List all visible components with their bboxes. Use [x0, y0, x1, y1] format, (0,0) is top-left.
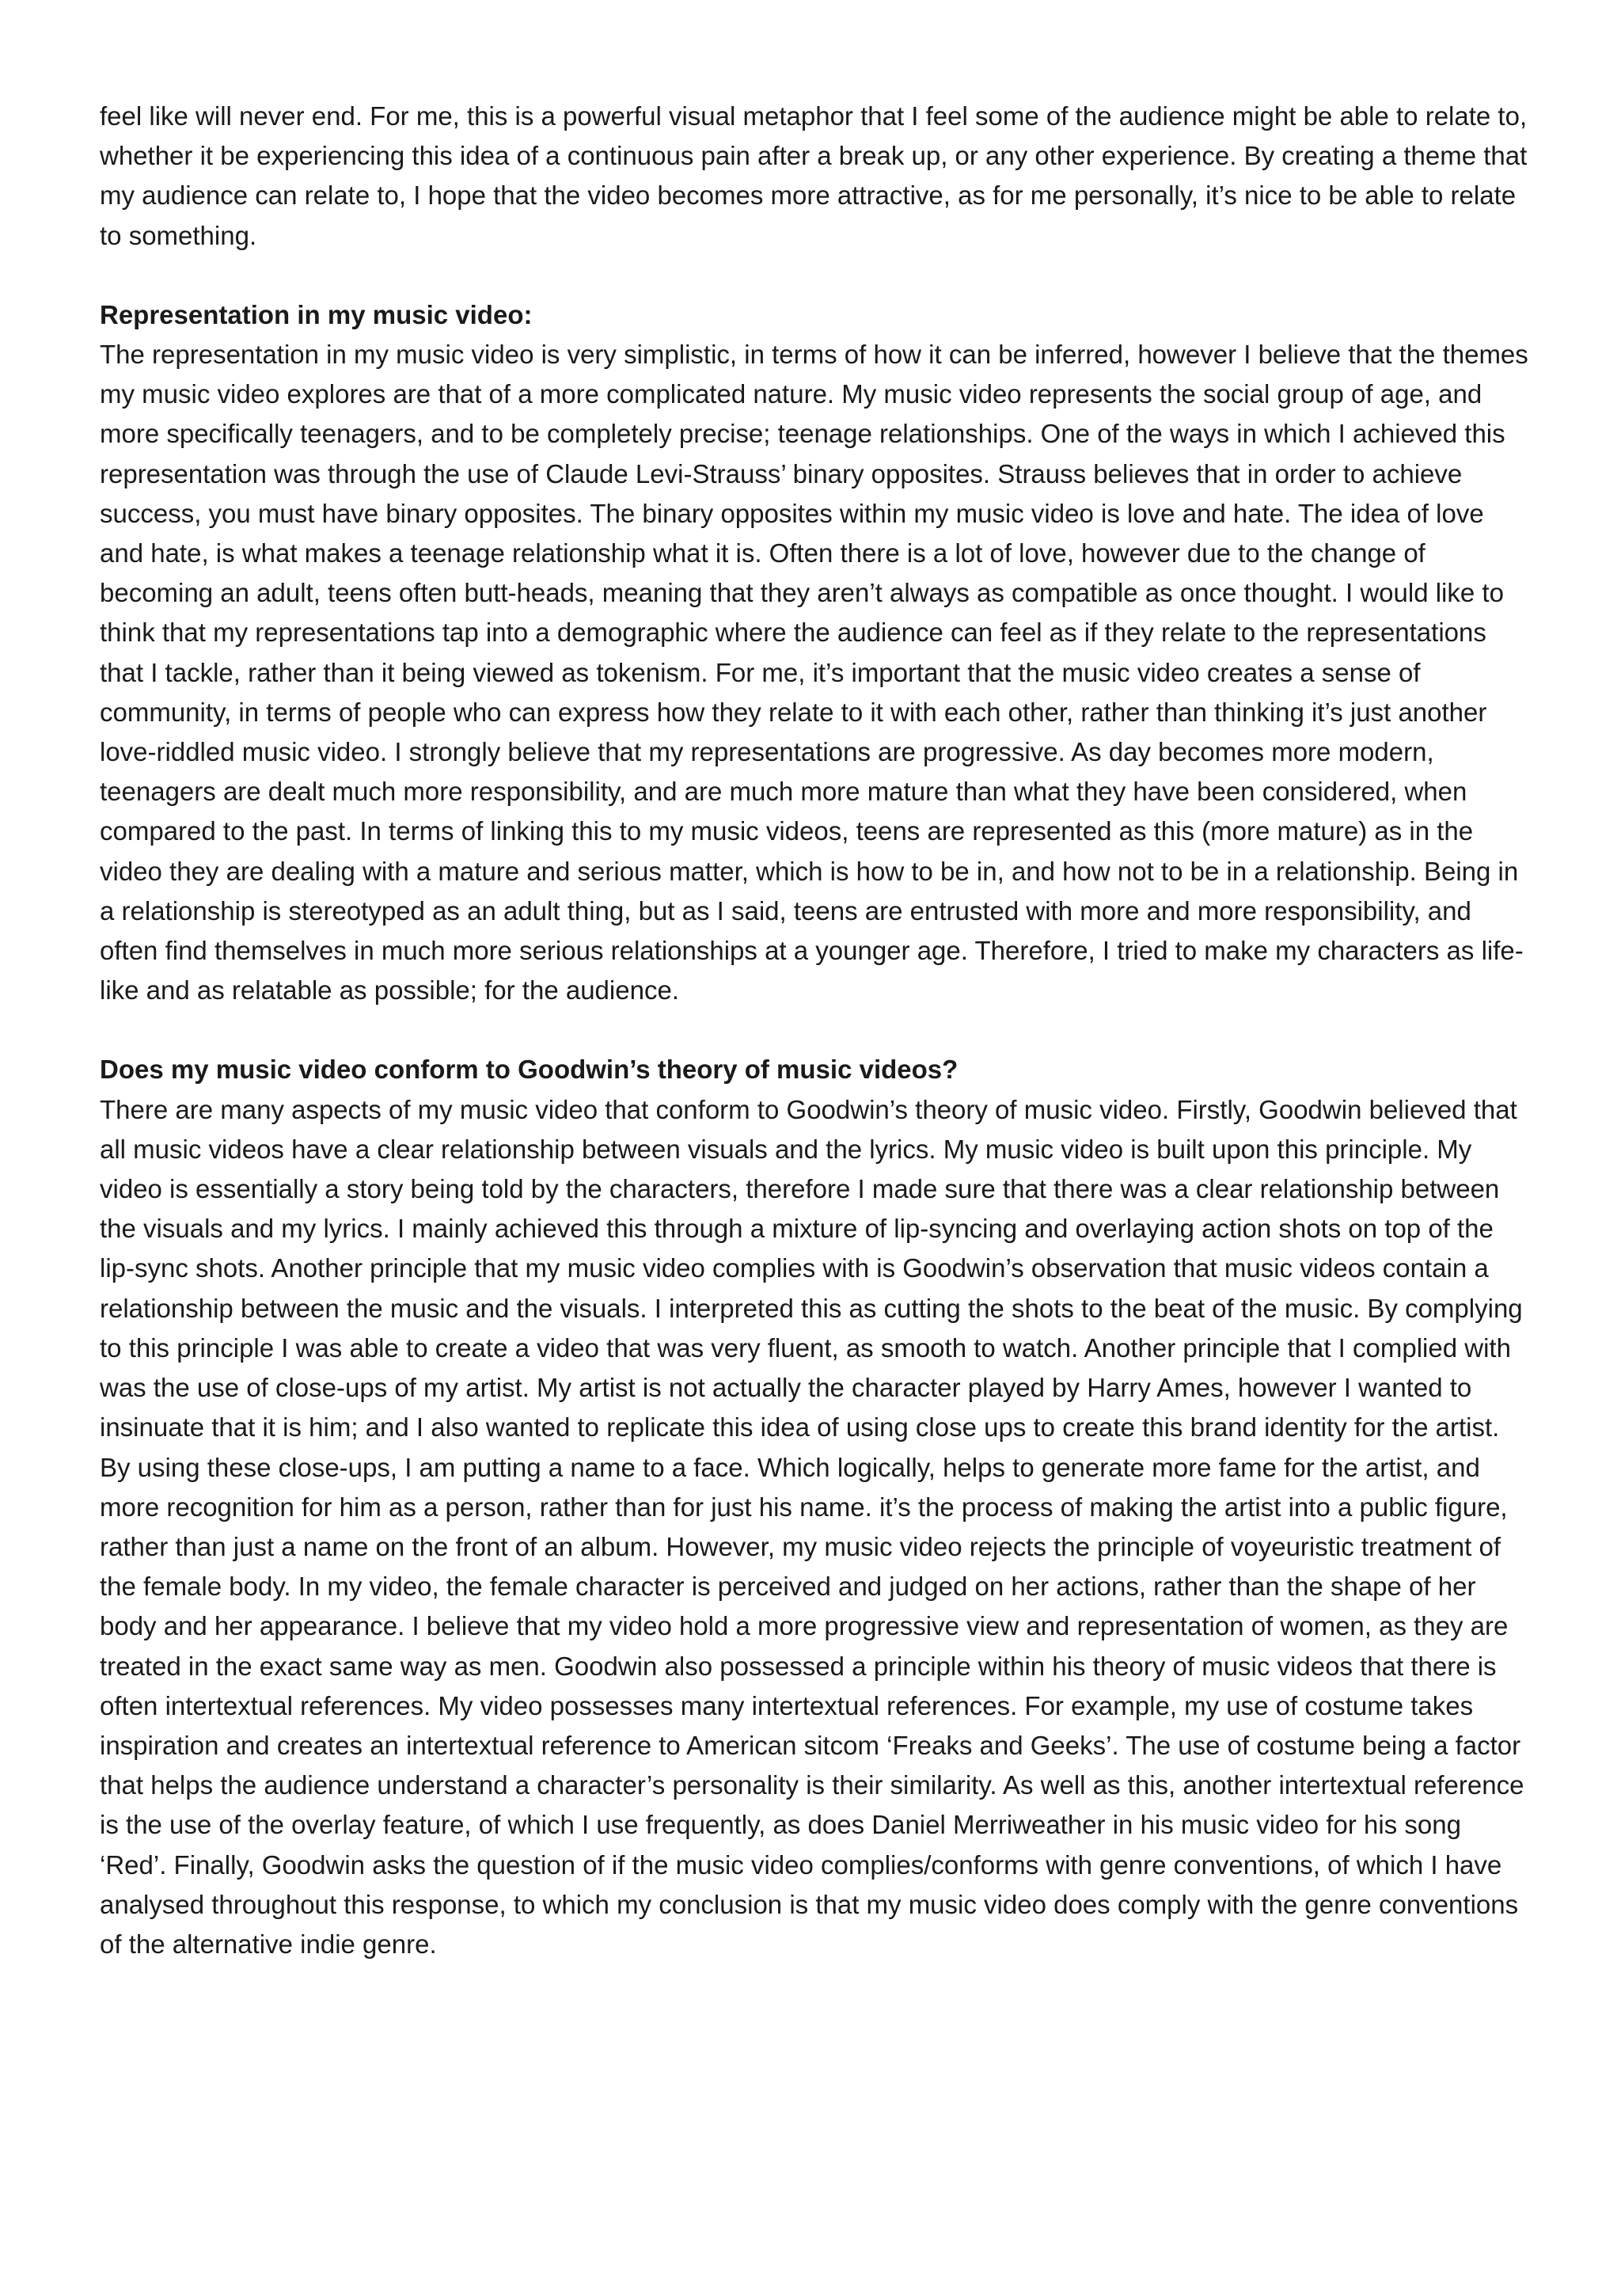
goodwin-heading: Does my music video conform to Goodwin’s theory of music videos?: [100, 1055, 959, 1085]
paragraph-gap: [100, 256, 1532, 295]
intro-paragraph: feel like will never end. For me, this is a powerful visual metaphor that I feel some of the audience might be able to relate to, whether it be experiencing this idea of a continuous pain after a break up, or any other experience. By creating a theme that my audience can relate to, I hope that the video becomes more attractive, as for me personally, it’s nice to be able to relate to something.: [100, 101, 1528, 250]
representation-heading: Representation in my music video:: [100, 299, 533, 329]
representation-paragraph: The representation in my music video is very simplistic, in terms of how it can be inferred, however I believe that the themes my music video explores are that of a more complicated nature. My music video represents the social group of age, and more specifically teenagers, and to be completely precise; teenage relationships. One of the ways in which I achieved this representation was through the use of Claude Levi-Strauss’ binary opposites. Strauss believes that in order to achieve success, you must have binary opposites. The binary opposites within my music video is love and hate. The idea of love and hate, is what makes a teenage relationship what it is. Often there is a lot of love, however due to the change of becoming an adult, teens often butt-heads, meaning that they aren’t always as compatible as once thought. I would like to think that my representations tap into a demographic where the audience can feel as if they relate to the representations that I tackle, rather than it being viewed as tokenism. For me, it’s important that the music video creates a sense of community, in terms of people who can express how they relate to it with each other, rather than thinking it’s just another love-riddled music video. I strongly believe that my representations are progressive. As day becomes more modern, teenagers are dealt much more responsibility, and are much more mature than what they have been considered, when compared to the past. In terms of linking this to my music videos, teens are represented as this (more mature) as in the video they are dealing with a mature and serious matter, which is how to be in, and how not to be in a relationship. Being in a relationship is stereotyped as an adult thing, but as I said, teens are entrusted with more and more responsibility, and often find themselves in much more serious relationships at a younger age. Therefore, I tried to make my characters as life-like and as relatable as possible; for the audience.: [100, 340, 1528, 1005]
document-body: [100, 97, 1532, 1964]
paragraph-gap: [100, 1010, 1532, 1050]
goodwin-paragraph: There are many aspects of my music video that conform to Goodwin’s theory of music video. Firstly, Goodwin believed that all music videos have a clear relationship between visuals and the lyrics. My music video is built upon this principle. My video is essentially a story being told by the characters, therefore I made sure that there was a clear relationship between the visuals and my lyrics. I mainly achieved this through a mixture of lip-syncing and overlaying action shots on top of the lip-sync shots. Another principle that my music video complies with is Goodwin’s observation that music videos contain a relationship between the music and the visuals. I interpreted this as cutting the shots to the beat of the music. By complying to this principle I was able to create a video that was very fluent, as smooth to watch. Another principle that I complied with was the use of close-ups of my artist. My artist is not actually the character played by Harry Ames, however I wanted to insinuate that it is him; and I also wanted to replicate this idea of using close ups to create this brand identity for the artist. By using these close-ups, I am putting a name to a face. Which logically, helps to generate more fame for the artist, and more recognition for him as a person, rather than for just his name. it’s the process of making the artist into a public figure, rather than just a name on the front of an album. However, my music video rejects the principle of voyeuristic treatment of the female body. In my video, the female character is perceived and judged on her actions, rather than the shape of her body and her appearance. I believe that my video hold a more progressive view and representation of women, as they are treated in the exact same way as men. Goodwin also possessed a principle within his theory of music videos that there is often intertextual references. My video possesses many intertextual references. For example, my use of costume takes inspiration and creates an intertextual reference to American sitcom ‘Freaks and Geeks’. The use of costume being a factor that helps the audience understand a character’s personality is their similarity. As well as this, another intertextual reference is the use of the overlay feature, of which I use frequently, as does Daniel Merriweather in his music video for his song ‘Red’. Finally, Goodwin asks the question of if the music video complies/conforms with genre conventions, of which I have analysed throughout this response, to which my conclusion is that my music video does comply with the genre conventions of the alternative indie genre.: [100, 1094, 1524, 1959]
